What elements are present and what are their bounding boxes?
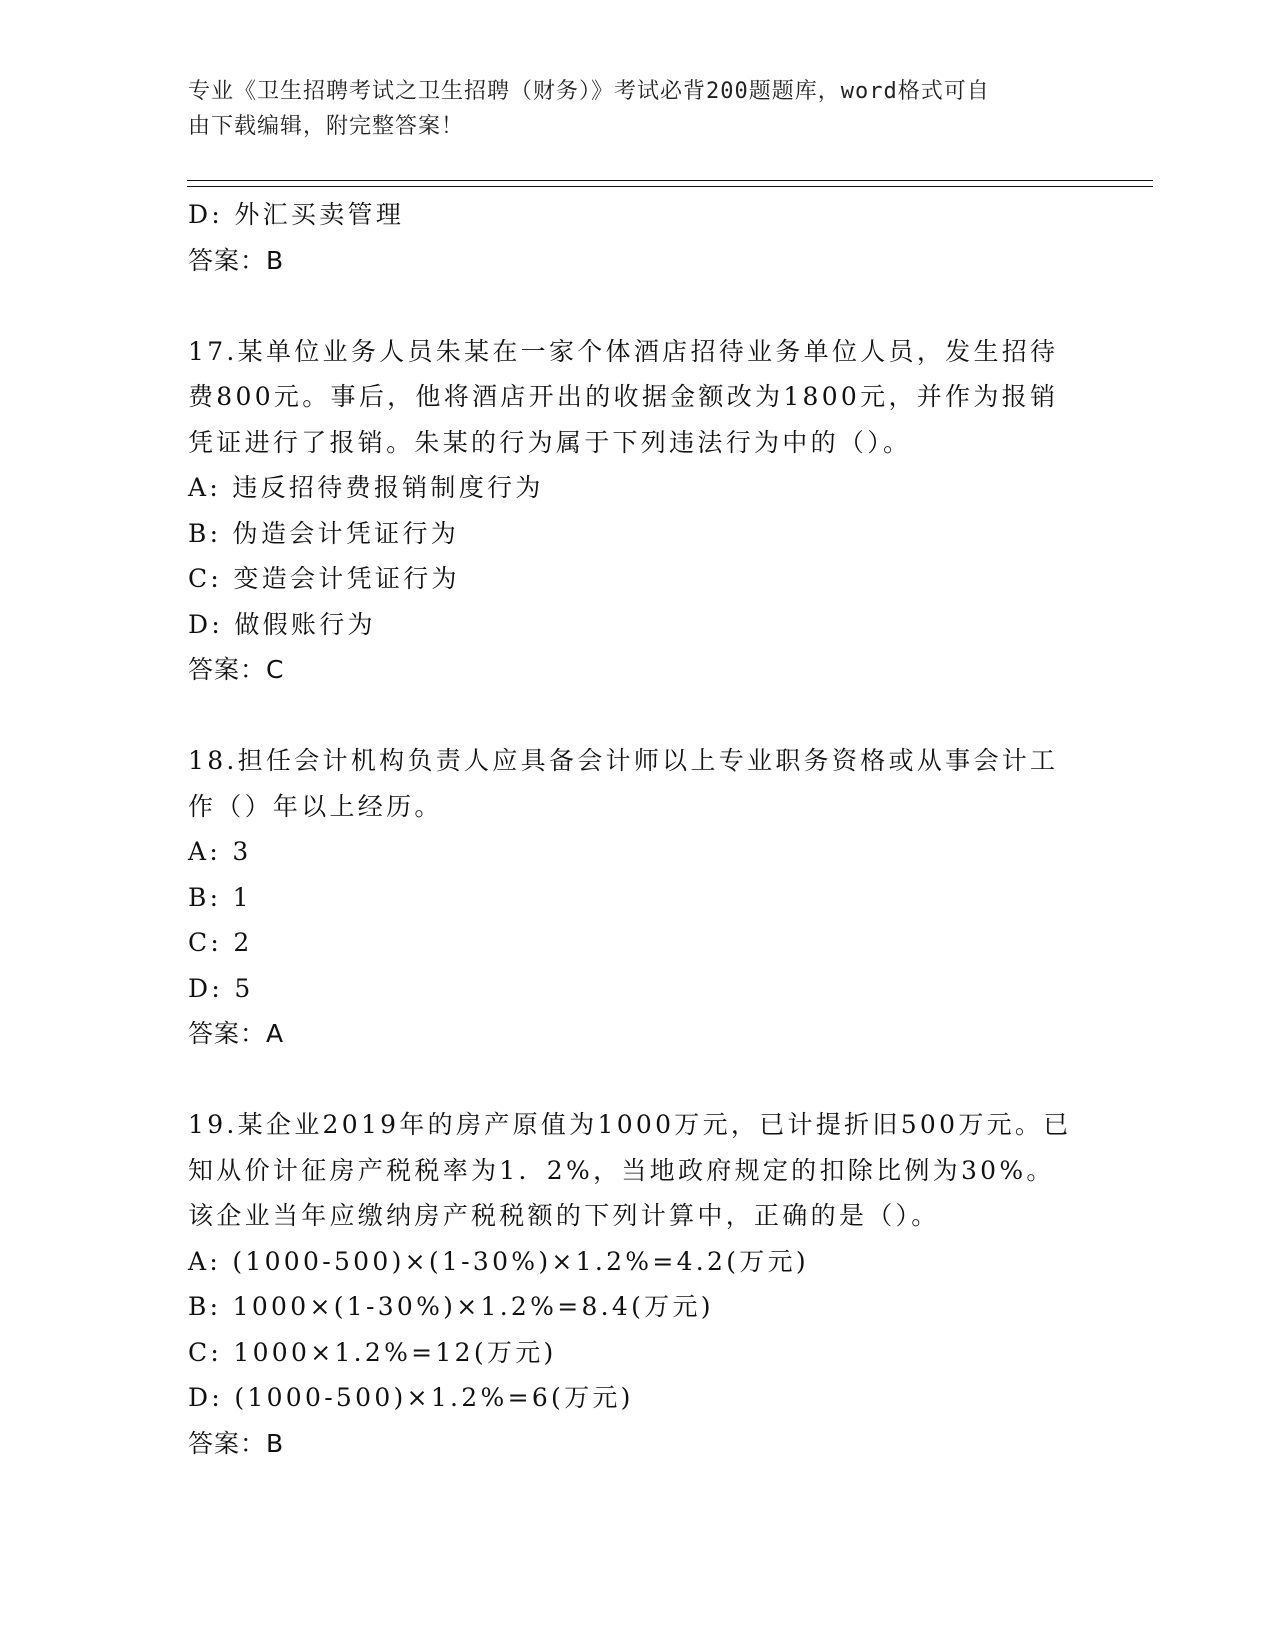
option-b: B: 1 (188, 882, 252, 912)
option-d: D: (1000-500)×1.2%=6(万元) (188, 1383, 634, 1412)
document-header (188, 74, 1068, 144)
spacer (188, 1057, 1088, 1103)
question-stem-line: 该企业当年应缴纳房产税税额的下列计算中，正确的是（）。 (188, 1201, 940, 1230)
header-line-2: 由下载编辑，附完整答案！ (188, 114, 465, 139)
header-rule-bottom (187, 186, 1153, 187)
header-line-1: 专业《卫生招聘考试之卫生招聘（财务）》考试必背200题题库，word格式可自 (188, 79, 990, 104)
question-stem-line: 18.担任会计机构负责人应具备会计师以上专业职务资格或从事会计工 (188, 746, 1059, 775)
option-c: C: 变造会计凭证行为 (188, 564, 460, 593)
question-stem-line: 知从价计征房产税税率为1．2%，当地政府规定的扣除比例为30%。 (188, 1155, 1055, 1185)
answer: 答案：B (188, 1428, 285, 1458)
option-d: D: 外汇买卖管理 (188, 200, 405, 229)
question-stem-line: 19.某企业2019年的房产原值为1000万元，已计提折旧500万元。已 (188, 1110, 1072, 1139)
question-stem-line: 作（）年以上经历。 (188, 791, 443, 821)
question-17 (188, 329, 1088, 693)
question-16-tail (188, 192, 1088, 283)
option-d: D: 5 (188, 973, 254, 1003)
question-19 (188, 1102, 1088, 1466)
option-c: C: 2 (188, 928, 253, 957)
question-stem-line: 费800元。事后，他将酒店开出的收据金额改为1800元，并作为报销 (188, 382, 1059, 411)
option-a: A: (1000-500)×(1-30%)×1.2%=4.2(万元) (188, 1246, 809, 1276)
question-stem-line: 凭证进行了报销。朱某的行为属于下列违法行为中的（）。 (188, 427, 912, 457)
answer: 答案：B (188, 245, 285, 275)
question-stem-line: 17.某单位业务人员朱某在一家个体酒店招待业务单位人员，发生招待 (188, 336, 1059, 366)
option-b: B: 1000×(1-30%)×1.2%=8.4(万元) (188, 1292, 714, 1321)
answer: 答案：C (188, 655, 285, 684)
option-b: B: 伪造会计凭证行为 (188, 518, 460, 548)
answer: 答案：A (188, 1019, 285, 1048)
option-d: D: 做假账行为 (188, 609, 376, 639)
spacer (188, 283, 1088, 329)
spacer (188, 693, 1088, 739)
option-c: C: 1000×1.2%=12(万元) (188, 1337, 557, 1367)
option-a: A: 3 (188, 837, 252, 866)
option-a: A: 违反招待费报销制度行为 (188, 473, 544, 502)
header-rule-top (187, 180, 1153, 181)
question-18 (188, 738, 1088, 1057)
question-content (188, 192, 1088, 1466)
